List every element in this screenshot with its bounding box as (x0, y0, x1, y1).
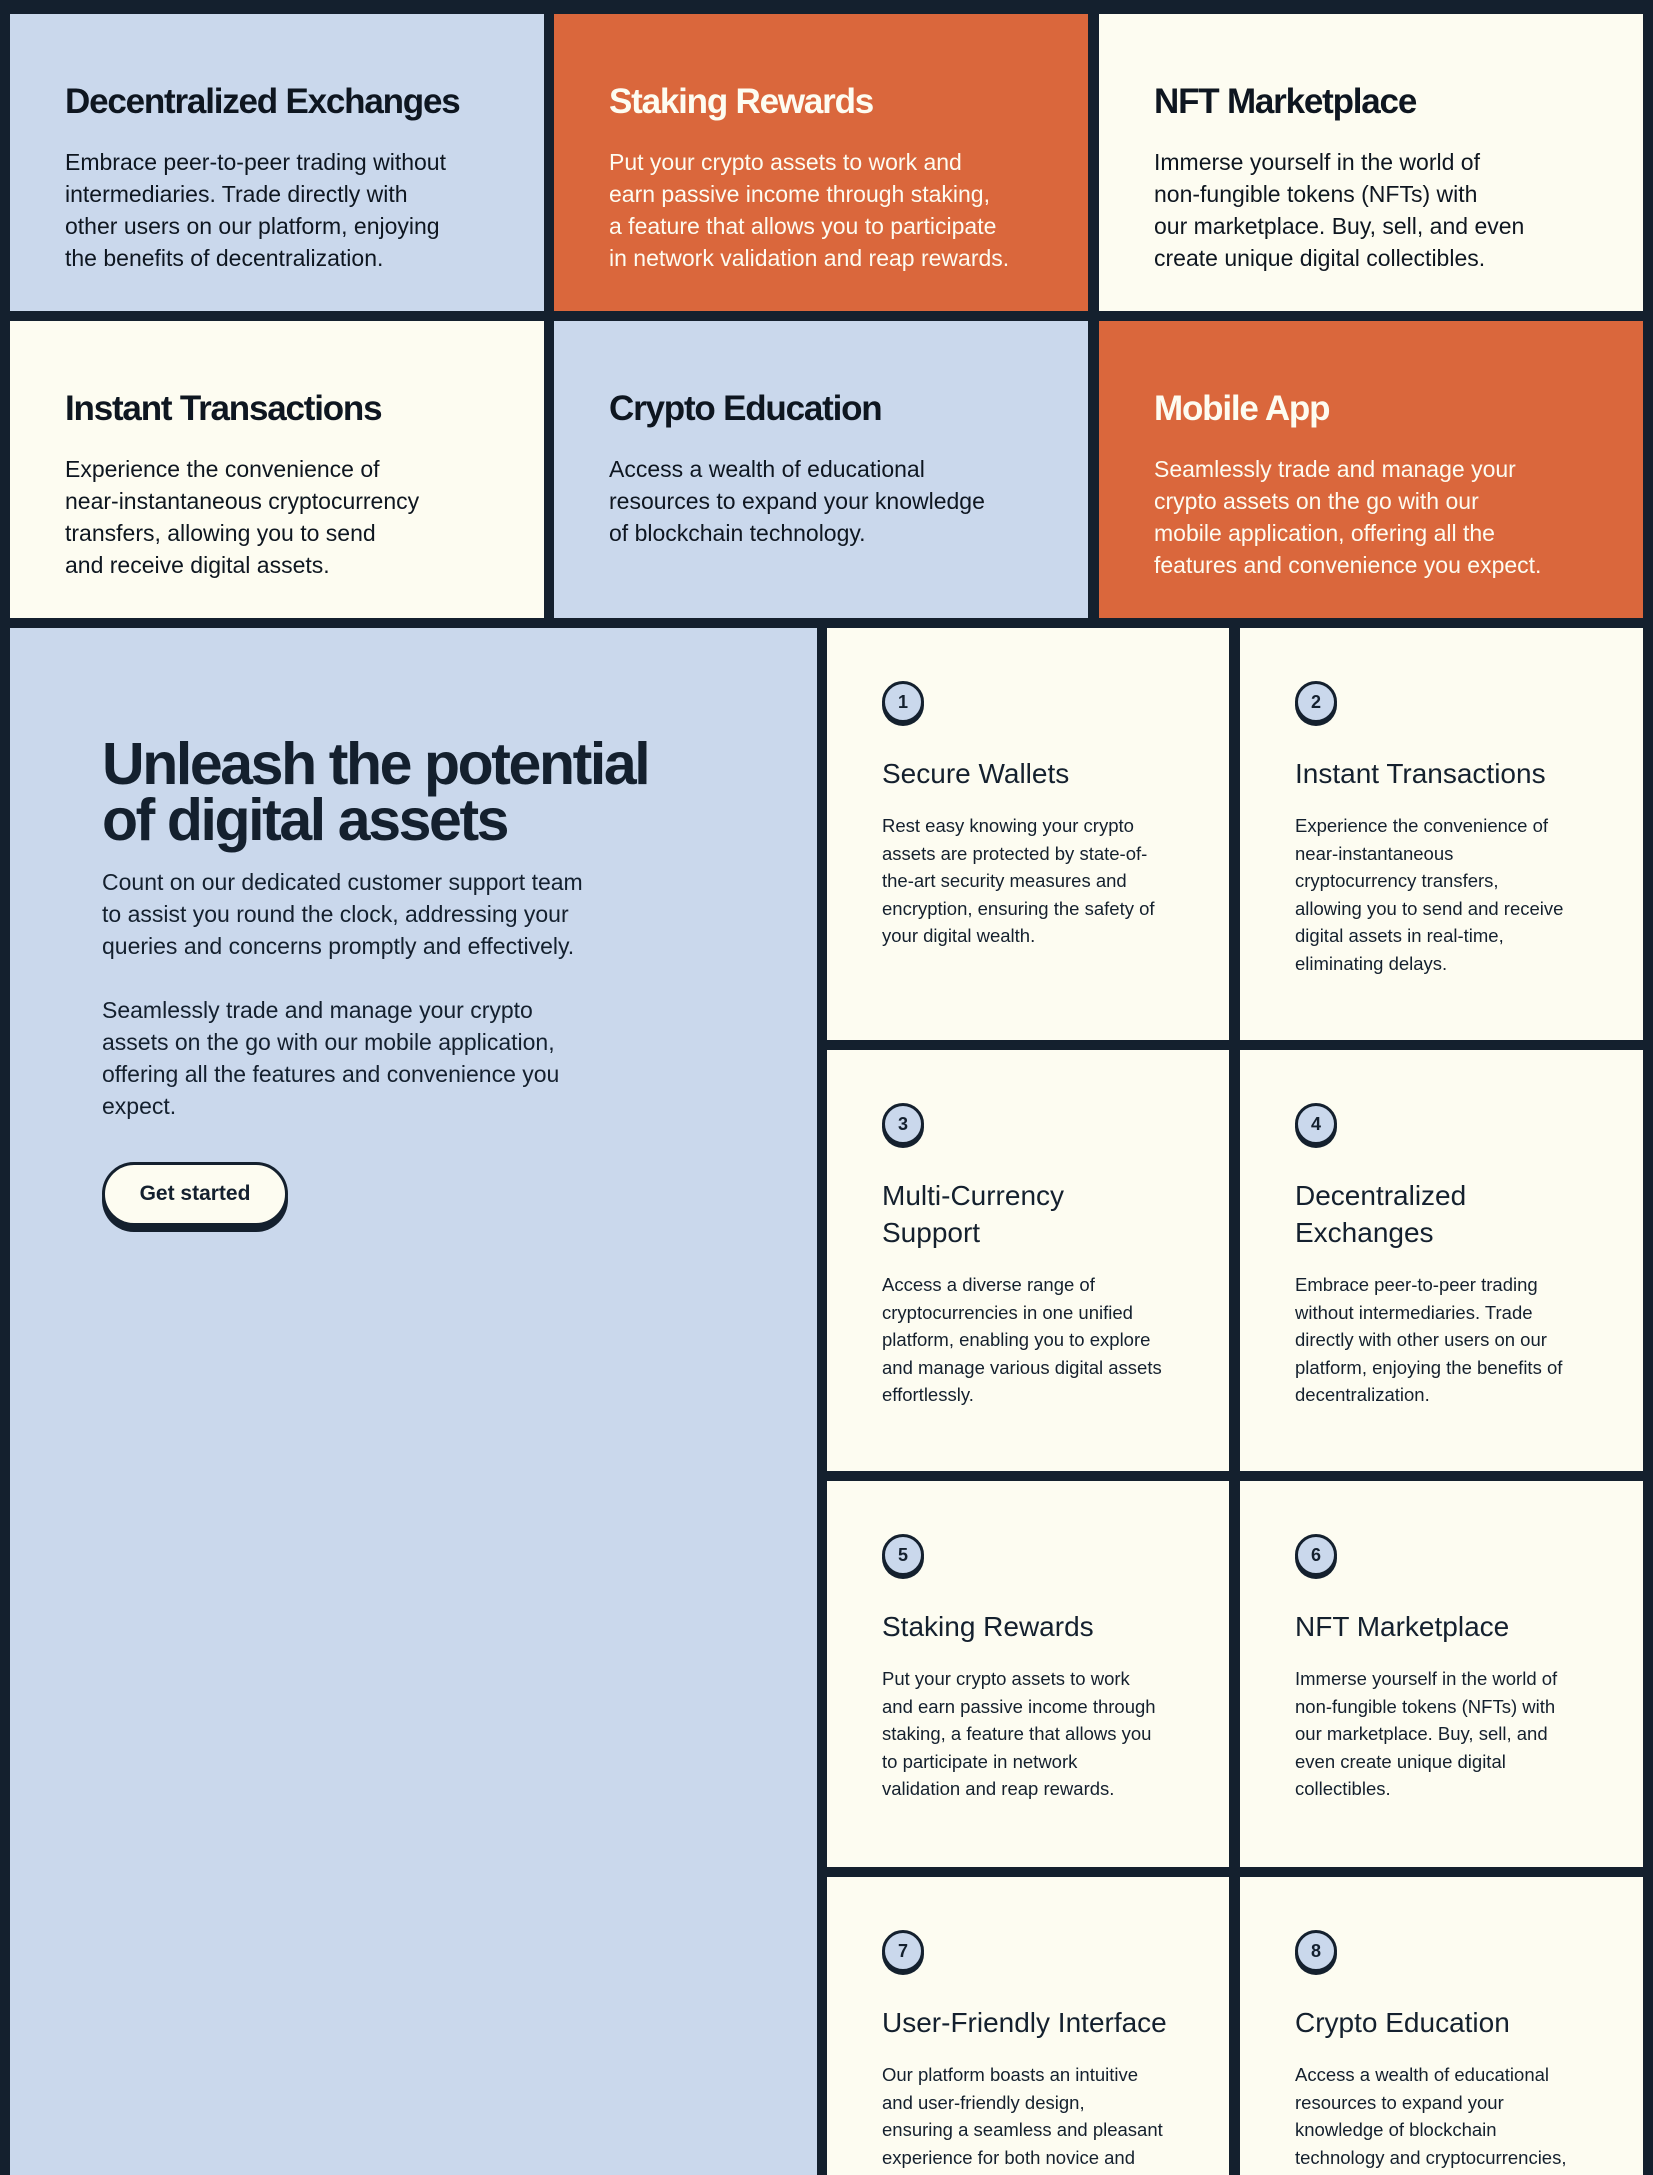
feature-card-instant-transactions (1240, 628, 1643, 1040)
step-number-badge: 5 (882, 1534, 924, 1576)
feature-description: Immerse yourself in the world of non-fungible tokens (NFTs) with our marketplace. Buy, sell, and even create unique digital collectibles. (1295, 1668, 1558, 1799)
hero-section (10, 628, 817, 2175)
feature-description: Embrace peer-to-peer trading without intermediaries. Trade directly with other users on our platform, enjoying the benefits of decentralization. (1295, 1274, 1563, 1405)
card-title: Instant Transactions (65, 389, 382, 428)
step-number-badge: 8 (1295, 1930, 1337, 1972)
card-decentralized-exchanges (10, 14, 544, 311)
feature-title: User-Friendly Interface (882, 2007, 1167, 2038)
card-description: Embrace peer-to-peer trading without intermediaries. Trade directly with other users on our platform, enjoying the benefits of decentralization. (65, 149, 446, 271)
card-title: Crypto Education (609, 389, 882, 428)
card-description: Put your crypto assets to work and earn passive income through staking, a feature that allows you to participate in network validation and reap rewards. (609, 149, 1010, 271)
feature-card-secure-wallets (827, 628, 1229, 1040)
step-number-badge: 1 (882, 681, 924, 723)
card-crypto-education (554, 321, 1088, 618)
feature-card-user-friendly-interface (827, 1877, 1229, 2175)
step-number-badge: 7 (882, 1930, 924, 1972)
card-staking-rewards (554, 14, 1088, 311)
get-started-button[interactable]: Get started (102, 1162, 288, 1226)
feature-title: Decentralized Exchanges (1295, 1180, 1467, 1248)
feature-description: Access a wealth of educational resources to expand your knowledge of blockchain technology and cryptocurrencies, (1295, 2064, 1567, 2168)
step-number-badge: 3 (882, 1103, 924, 1145)
feature-card-nft-marketplace (1240, 1481, 1643, 1867)
feature-card-staking-rewards (827, 1481, 1229, 1867)
feature-description: Rest easy knowing your crypto assets are protected by state-of- the-art security measures and encryption, ensuring the safety of your digital wealth. (882, 815, 1155, 946)
card-title: Staking Rewards (609, 82, 874, 121)
card-title: NFT Marketplace (1154, 82, 1417, 121)
feature-title: Staking Rewards (882, 1611, 1094, 1642)
card-title: Decentralized Exchanges (65, 82, 460, 121)
card-nft-marketplace (1099, 14, 1643, 311)
hero-mobile-paragraph: Seamlessly trade and manage your crypto assets on the go with our mobile application, offering all the features and convenience you expect. (102, 997, 560, 1119)
feature-title: Crypto Education (1295, 2007, 1510, 2038)
hero-title: Unleash the potential of digital assets (102, 731, 649, 853)
feature-card-crypto-education (1240, 1877, 1643, 2175)
card-description: Seamlessly trade and manage your crypto assets on the go with our mobile application, offering all the features and convenience you expect. (1154, 456, 1542, 578)
card-description: Immerse yourself in the world of non-fungible tokens (NFTs) with our marketplace. Buy, sell, and even create unique digital collectibles. (1154, 149, 1525, 271)
feature-title: Secure Wallets (882, 758, 1070, 789)
feature-description: Our platform boasts an intuitive and user-friendly design, ensuring a seamless and pleasant experience for both novice and (882, 2064, 1163, 2168)
feature-card-decentralized-exchanges (1240, 1050, 1643, 1471)
card-instant-transactions (10, 321, 544, 618)
card-mobile-app (1099, 321, 1643, 618)
feature-description: Put your crypto assets to work and earn passive income through staking, a feature that allows you to participate in network validation and reap rewards. (882, 1668, 1156, 1799)
feature-description: Experience the convenience of near-instantaneous cryptocurrency transfers, allowing you to send and receive digital assets in real-time, eliminating delays. (1295, 815, 1564, 974)
step-number-badge: 2 (1295, 681, 1337, 723)
step-number-badge: 4 (1295, 1103, 1337, 1145)
card-title: Mobile App (1154, 389, 1330, 428)
feature-title: Multi-Currency Support (882, 1180, 1065, 1248)
feature-title: NFT Marketplace (1295, 1611, 1510, 1642)
step-number-badge: 6 (1295, 1534, 1337, 1576)
card-description: Access a wealth of educational resources to expand your knowledge of blockchain technology. (609, 456, 985, 546)
feature-title: Instant Transactions (1295, 758, 1546, 789)
feature-description: Access a diverse range of cryptocurrencies in one unified platform, enabling you to explore and manage various digital assets effortlessly. (882, 1274, 1162, 1405)
card-description: Experience the convenience of near-instantaneous cryptocurrency transfers, allowing you to send and receive digital assets. (65, 456, 420, 578)
feature-card-multi-currency-support (827, 1050, 1229, 1471)
hero-support-paragraph: Count on our dedicated customer support team to assist you round the clock, addressing your queries and concerns promptly and effectively. (102, 869, 583, 959)
